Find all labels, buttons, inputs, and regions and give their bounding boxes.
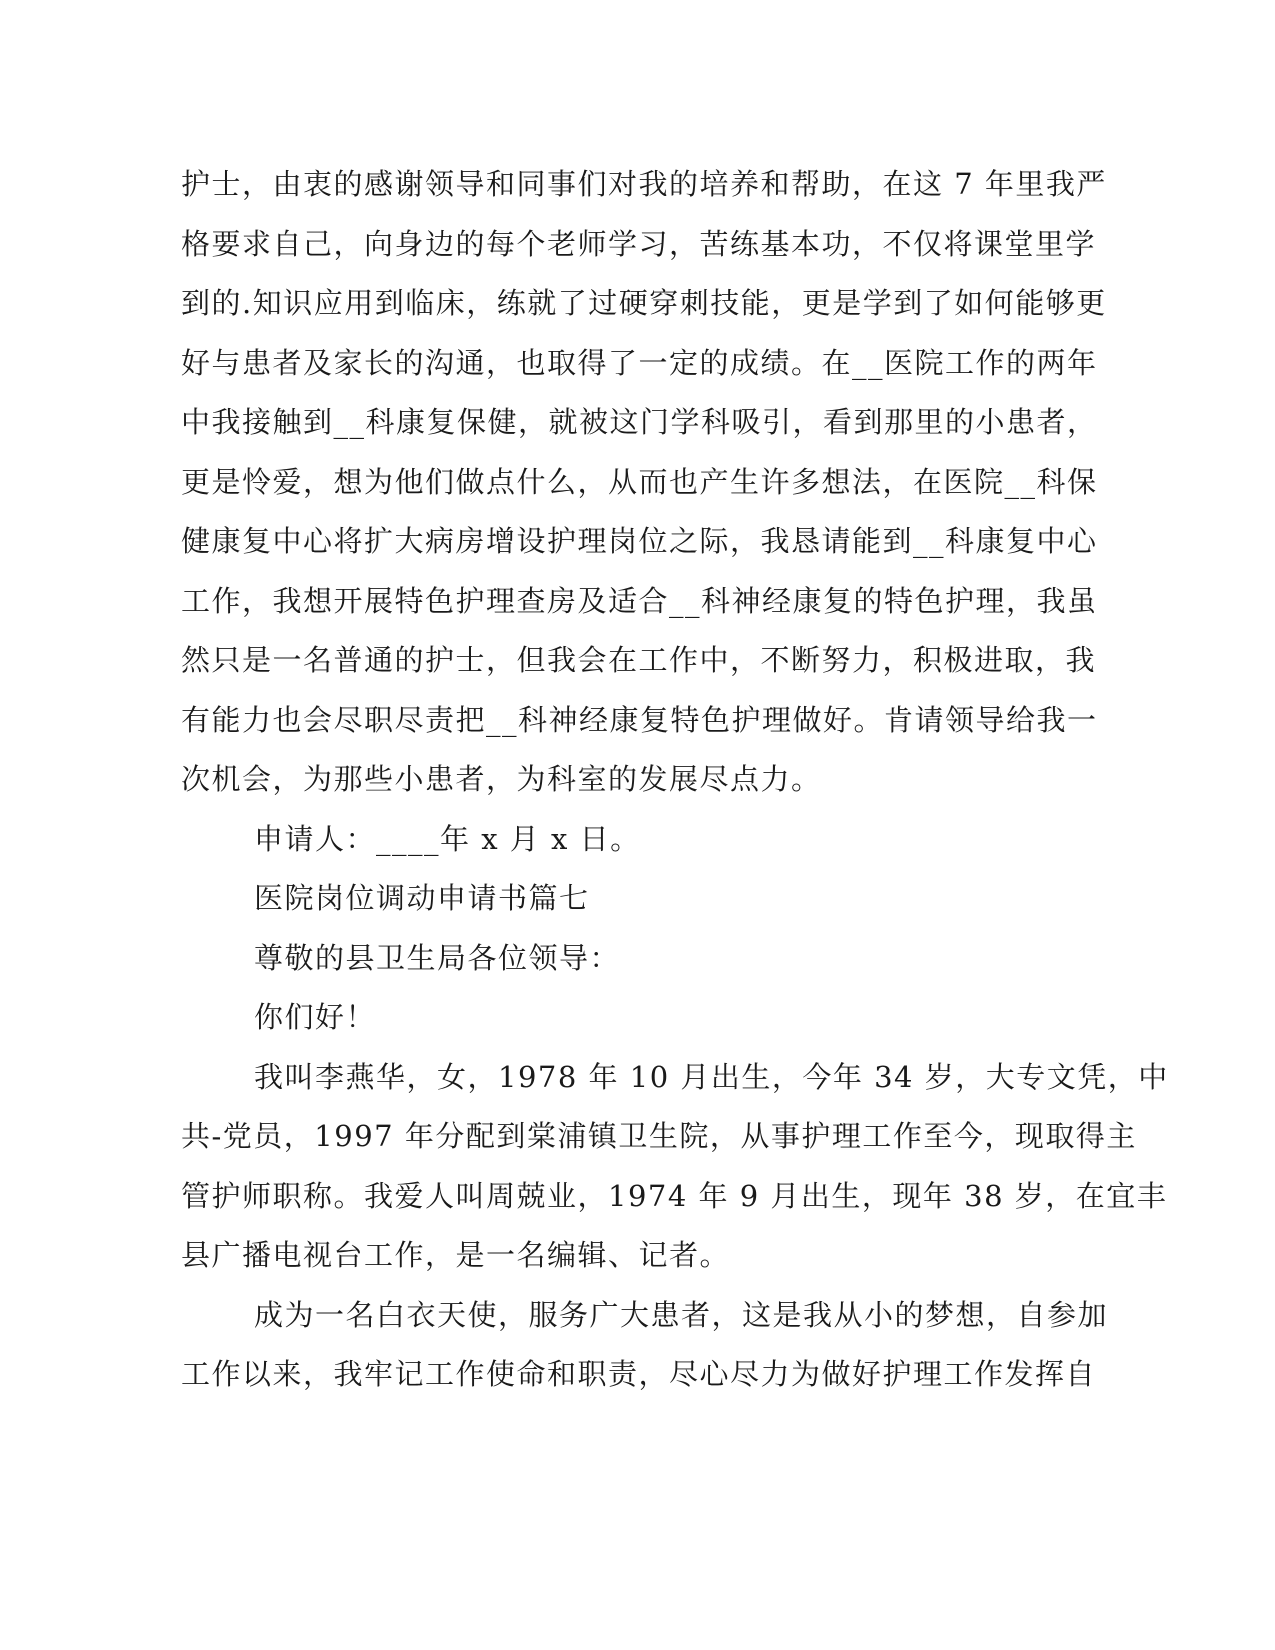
text-line: 到的.知识应用到临床，练就了过硬穿刺技能，更是学到了如何能够更 [181,286,1107,320]
text-line: 健康复中心将扩大病房增设护理岗位之际，我恳请能到__科康复中心 [181,524,1098,558]
text-line: 好与患者及家长的沟通，也取得了一定的成绩。在__医院工作的两年 [181,345,1098,380]
applicant-signature: 申请人：____年 x 月 x 日。 [254,821,641,856]
text-line: 有能力也会尽职尽责把__科神经康复特色护理做好。肯请领导给我一 [181,702,1098,737]
document-body [181,155,1169,1405]
text-line: 次机会，为那些小患者，为科室的发展尽点力。 [181,762,822,796]
text-line: 共-党员，1997 年分配到棠浦镇卫生院，从事护理工作至今，现取得主 [181,1119,1137,1153]
paragraph-self-introduction [181,1048,1169,1286]
text-line: 成为一名白衣天使，服务广大患者，这是我从小的梦想，自参加 [254,1297,1109,1332]
paragraph-transfer-request [181,155,1107,810]
salutation: 尊敬的县卫生局各位领导： [254,940,621,975]
text-line: 我叫李燕华，女，1978 年 10 月出生，今年 34 岁，大专文凭，中 [254,1059,1169,1094]
section-title: 医院岗位调动申请书篇七 [254,881,590,915]
text-line: 工作，我想开展特色护理查房及适合__科神经康复的特色护理，我虽 [181,583,1098,618]
text-line: 更是怜爱，想为他们做点什么，从而也产生许多想法，在医院__科保 [181,464,1098,499]
text-line: 然只是一名普通的护士，但我会在工作中，不断努力，积极进取，我 [181,643,1097,677]
text-line: 管护师职称。我爱人叫周兢业，1974 年 9 月出生，现年 38 岁，在宜丰 [181,1178,1168,1213]
text-line: 护士，由衷的感谢领导和同事们对我的培养和帮助，在这 7 年里我严 [181,167,1107,201]
text-line: 工作以来，我牢记工作使命和职责，尽心尽力为做好护理工作发挥自 [181,1357,1097,1391]
greeting: 你们好！ [254,1000,377,1034]
text-line: 格要求自己，向身边的每个老师学习，苦练基本功，不仅将课堂里学 [181,226,1097,261]
paragraph-career-dream [181,1286,1109,1405]
text-line: 中我接触到__科康复保健，就被这门学科吸引，看到那里的小患者， [181,405,1098,439]
text-line: 县广播电视台工作，是一名编辑、记者。 [181,1238,731,1272]
